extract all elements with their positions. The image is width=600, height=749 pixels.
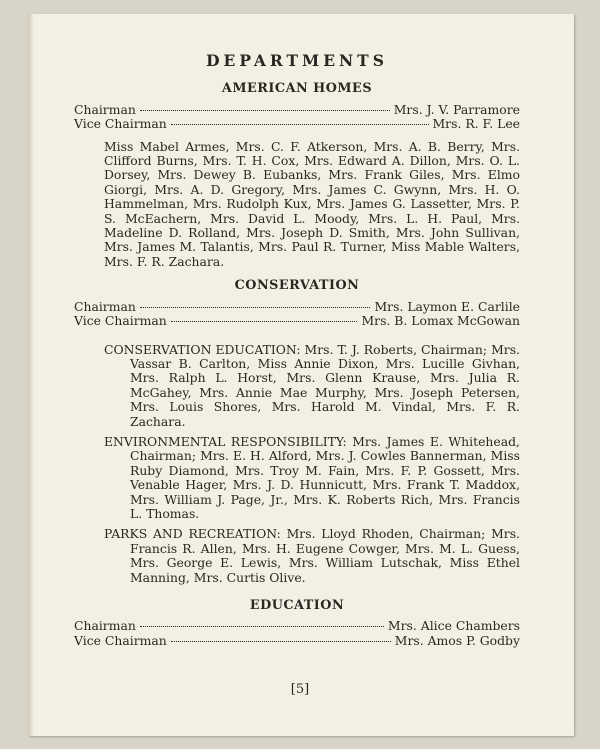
officer-row-vice-chairman (74, 314, 520, 328)
role-label: Chairman (74, 298, 136, 314)
officer-row-chairman (74, 103, 520, 117)
page-number: [5] (290, 682, 310, 697)
leader-dots (171, 124, 429, 125)
document-body (74, 51, 520, 648)
subcommittee-parks-and-recreation (104, 527, 520, 585)
officer-row-chairman (74, 300, 520, 314)
officer-name: Mrs. B. Lomax McGowan (361, 313, 520, 329)
page-spine (28, 14, 34, 736)
officer-name: Mrs. Laymon E. Carlile (374, 298, 520, 314)
leader-dots (140, 626, 384, 627)
page-title: DEPARTMENTS (206, 51, 388, 70)
officer-row-vice-chairman (74, 117, 520, 131)
role-label: Vice Chairman (74, 313, 167, 329)
members-list: Miss Mabel Armes, Mrs. C. F. Atkerson, Mrs. A. B. Berry, Mrs. Clifford Burns, Mrs. T. H. Cox, Mrs. Edward A. Dillon, Mrs. O. L. Dorsey, Mrs. Dewey B. Eubanks, Mrs. Frank Giles, Mrs. Elmo Giorgi, Mrs. A. D. Gregory, Mrs. James C. Gwynn, Mrs. H. O. Hammelman, Mrs. Rudolph Kux, Mrs. James G. Lassetter, Mrs. P. S. McEachern, Mrs. David L. Moody, Mrs. L. H. Paul, Mrs. Madeline D. Rolland, Mrs. Joseph D. Smith, Mrs. John Sullivan, Mrs. James M. Talantis, Mrs. Paul R. Turner, Miss Mable Walters, Mrs. F. R. Zachara. (104, 138, 520, 269)
dept-heading-american-homes: AMERICAN HOMES (221, 81, 373, 97)
subcommittee-text: PARKS AND RECREATION: Mrs. Lloyd Rhoden, Chairman; Mrs. Francis R. Allen, Mrs. H. Eugene Cowger, Mrs. M. L. Guess, Mrs. George E. Lewis, Mrs. William Lutschak, Miss Ethel Manning, Mrs. Curtis Olive. (104, 526, 520, 585)
leader-dots (140, 110, 390, 111)
dept-heading-conservation: CONSERVATION (234, 278, 360, 294)
officer-name: Mrs. Alice Chambers (387, 618, 520, 634)
officer-row-vice-chairman (74, 634, 520, 648)
leader-dots (171, 641, 391, 642)
officer-row-chairman (74, 619, 520, 633)
subcommittee-text: ENVIRONMENTAL RESPONSIBILITY: Mrs. James E. Whitehead, Chairman; Mrs. E. H. Alford, Mrs. J. Cowles Bannerman, Miss Ruby Diamond, Mrs. Troy M. Fain, Mrs. F. P. Gossett, Mrs. Venable Hager, Mrs. J. D. Hunnicutt, Mrs. Frank T. Maddox, Mrs. William J. Page, Jr., Mrs. K. Roberts Rich, Mrs. Francis L. Thomas. (104, 433, 520, 521)
role-label: Vice Chairman (74, 116, 167, 132)
leader-dots (140, 307, 371, 308)
subcommittee-text: CONSERVATION EDUCATION: Mrs. T. J. Roberts, Chairman; Mrs. Vassar B. Carlton, Miss Annie Dixon, Mrs. Lucille Givhan, Mrs. Ralph L. Horst, Mrs. Glenn Krause, Mrs. Julia R. McGahey, Mrs. Annie Mae Murphy, Mrs. Joseph Petersen, Mrs. Louis Shores, Mrs. Harold M. Vindal, Mrs. F. R. Zachara. (104, 341, 520, 429)
leader-dots (171, 321, 358, 322)
role-label: Chairman (74, 101, 136, 117)
subcommittee-conservation-education (104, 343, 520, 429)
officer-name: Mrs. J. V. Parramore (393, 101, 520, 117)
subcommittee-environmental-responsibility (104, 435, 520, 521)
role-label: Vice Chairman (74, 632, 167, 648)
role-label: Chairman (74, 618, 136, 634)
officer-name: Mrs. Amos P. Godby (394, 632, 520, 648)
officer-name: Mrs. R. F. Lee (432, 116, 520, 132)
dept-heading-education: EDUCATION (249, 598, 345, 613)
